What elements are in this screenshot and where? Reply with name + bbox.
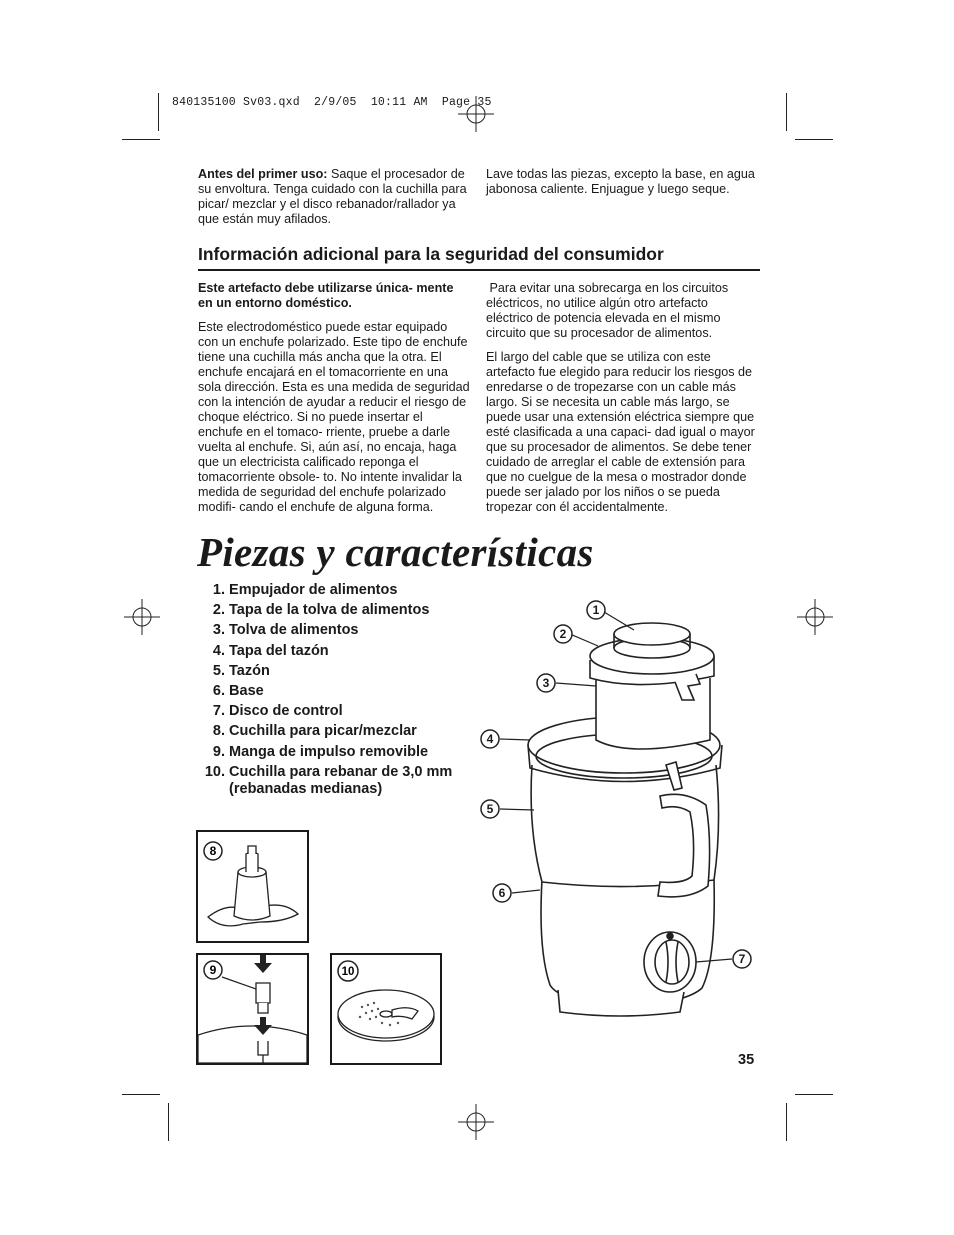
crop-mark xyxy=(786,93,787,131)
list-item xyxy=(200,620,475,640)
list-item xyxy=(200,742,475,762)
crop-mark xyxy=(786,1103,787,1141)
intro-paragraph xyxy=(198,167,470,227)
part-label: Empujador de alimentos xyxy=(229,582,398,598)
safety-domestic-use-note: Este artefacto debe utilizarse única- mente en un entorno doméstico. xyxy=(198,281,454,310)
part-label: Disco de control xyxy=(229,703,343,720)
crop-mark xyxy=(795,1094,833,1095)
part-label: Manga de impulso removible xyxy=(229,743,429,760)
intro-left-column xyxy=(198,167,470,227)
safety-left-column xyxy=(198,281,470,515)
part-label: Tazón xyxy=(229,662,270,679)
list-item xyxy=(200,681,475,701)
part-label: Base xyxy=(229,683,264,700)
part-number: 10. xyxy=(204,763,225,780)
registration-mark-icon xyxy=(797,599,833,635)
callout-9 xyxy=(202,959,224,981)
safety-section-title: Información adicional para la seguridad del consumidor xyxy=(198,244,760,271)
chopping-blade-box xyxy=(196,830,309,943)
list-item xyxy=(200,661,475,681)
list-item xyxy=(200,764,475,798)
page-number: 35 xyxy=(738,1052,755,1068)
part-number: 4. xyxy=(212,642,225,659)
intro-right-paragraph: Lave todas las piezas, excepto la base, en agua jabonosa caliente. Enjuague y luego seque. xyxy=(486,167,755,196)
callout-label: 4 xyxy=(486,732,494,746)
pulse-sleeve-box xyxy=(196,953,309,1065)
crop-mark xyxy=(158,93,159,131)
registration-mark-icon xyxy=(124,599,160,635)
part-number: 2. xyxy=(212,602,225,619)
crop-mark xyxy=(122,1094,160,1095)
callout-label: 1 xyxy=(592,603,600,617)
callout-label: 3 xyxy=(542,676,550,690)
list-item xyxy=(200,580,475,600)
callout-label: 2 xyxy=(559,627,567,641)
part-number: 6. xyxy=(212,683,225,700)
intro-right-column xyxy=(486,167,758,197)
food-processor-illustration xyxy=(470,590,770,1030)
callout-label: 10 xyxy=(341,966,355,978)
part-number: 5. xyxy=(212,662,225,679)
part-number: 7. xyxy=(212,703,225,720)
callout-10 xyxy=(336,959,360,983)
slicing-disc-box xyxy=(330,953,442,1065)
parts-list xyxy=(200,580,475,798)
list-item xyxy=(200,721,475,741)
print-slug: 840135100 Sv03.qxd 2/9/05 10:11 AM Page 35 xyxy=(172,96,492,109)
intro-lead-bold: Antes del primer uso: xyxy=(198,167,328,181)
part-label: Cuchilla para rebanar de 3,0 mm (rebanadas medianas) xyxy=(229,763,453,797)
callout-label: 8 xyxy=(209,844,217,858)
part-number: 3. xyxy=(212,622,225,639)
callout-label: 6 xyxy=(498,886,506,900)
intro-lead-text: Saque el procesador de su envoltura. Tenga cuidado con la cuchilla para picar/ mezclar y el disco rebanador/rallador ya que están muy afilados. xyxy=(198,167,467,226)
registration-mark-icon xyxy=(458,1104,494,1140)
crop-mark xyxy=(795,139,833,140)
part-label: Tolva de alimentos xyxy=(229,622,359,639)
safety-polarized-plug-paragraph: Este electrodoméstico puede estar equipado con un enchufe polarizado. Este tipo de enchufe tiene una cuchilla más ancha que la otra. El enchufe encajará en el tomacorriente en una sola dirección. Esta es una medida de seguridad con la intención de ayudar a reducir el riesgo de choque eléctrico. Si no puede insertar el enchufe en el tomaco- rriente, pruebe a darle vuelta al enchufe. Si, aún así, no encaja, haga que un electricista calificado reponga el tomacorriente obsole- to. No intente invalidar la medida de seguridad del enchufe polarizado modifi- cando el enchufe de alguna forma. xyxy=(198,320,470,514)
callout-label: 7 xyxy=(738,952,746,966)
part-number: 1. xyxy=(212,582,225,598)
crop-mark xyxy=(122,139,160,140)
list-item xyxy=(200,600,475,620)
parts-section-title: Piezas y características xyxy=(197,529,594,575)
part-label: Tapa de la tolva de alimentos xyxy=(229,602,430,619)
part-label: Tapa del tazón xyxy=(229,642,329,659)
callout-label: 5 xyxy=(486,802,494,816)
part-number: 9. xyxy=(212,743,225,760)
safety-circuit-paragraph: Para evitar una sobrecarga en los circuitos eléctricos, no utilice algún otro artefacto eléctrico de potencia elevada en el mismo circuito que su procesador de alimentos. xyxy=(486,281,732,340)
callout-8 xyxy=(202,840,224,862)
safety-right-column xyxy=(486,281,758,515)
part-number: 8. xyxy=(212,723,225,740)
callout-label: 9 xyxy=(209,963,217,977)
crop-mark xyxy=(168,1103,169,1141)
list-item xyxy=(200,701,475,721)
list-item xyxy=(200,641,475,661)
part-label: Cuchilla para picar/mezclar xyxy=(229,723,417,740)
safety-cord-paragraph: El largo del cable que se utiliza con este artefacto fue elegido para reducir los riesgos de enredarse o de tropezarse con un cable más largo. Si se necesita un cable más largo, se puede usar una extensión eléctrica siempre que esté clasificada a una capaci- dad igual o mayor que su procesador de alimentos. Se debe tener cuidado de arreglar el cable de extensión para que no cuelgue de la mesa o mostrador donde puede ser jalado por los niños o se pueda tropezar con él accidentalmente. xyxy=(486,350,755,514)
